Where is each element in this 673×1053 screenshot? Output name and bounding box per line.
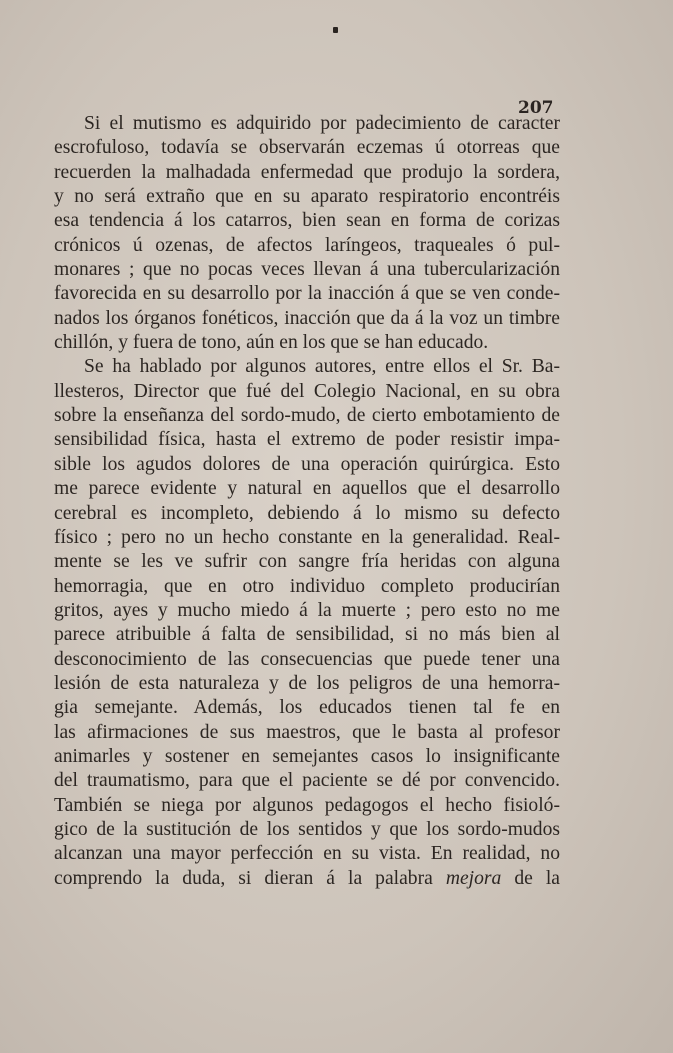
text-line: y no será extraño que en su aparato respiratorio encontréis [54, 186, 560, 208]
paragraph-1 [54, 112, 560, 355]
text-line: sobre la enseñanza del sordo-mudo, de cierto embotamiento de [54, 405, 560, 427]
text-line: chillón, y fuera de tono, aún en los que se han educado. [54, 332, 489, 354]
text-segment: comprendo la duda, si dieran á la palabra [54, 867, 433, 889]
text-line: gia semejante. Además, los educados tienen tal fe en [54, 697, 560, 719]
ink-speck [333, 27, 338, 33]
text-line: escrofuloso, todavía se observarán eczemas ú otorreas que [54, 137, 560, 159]
body-text [54, 112, 560, 891]
text-line: recuerden la malhadada enfermedad que produjo la sordera, [54, 161, 560, 183]
text-line: cerebral es incompleto, debiendo á lo mismo su defecto [54, 502, 560, 524]
paragraph-2 [54, 355, 560, 891]
text-line: Se ha hablado por algunos autores, entre ellos el Sr. Ba- [84, 356, 560, 378]
text-line: gritos, ayes y mucho miedo á la muerte ; pero esto no me [54, 599, 560, 621]
text-line: favorecida en su desarrollo por la inacción á que se ven conde- [54, 283, 560, 305]
text-line: nados los órganos fonéticos, inacción que da á la voz un timbre [54, 307, 560, 329]
text-line: parece atribuible á falta de sensibilidad, si no más bien al [54, 624, 560, 646]
text-line-last [54, 867, 560, 891]
text-line: alcanzan una mayor perfección en su vista. En realidad, no [54, 843, 560, 865]
text-line: esa tendencia á los catarros, bien sean en forma de corizas [54, 210, 560, 232]
text-line: También se niega por algunos pedagogos el hecho fisioló- [54, 794, 560, 816]
text-line: sible los agudos dolores de una operación quirúrgica. Esto [54, 453, 560, 475]
text-line: hemorragia, que en otro individuo completo producirían [54, 575, 560, 597]
text-line: desconocimiento de las consecuencias que puede tener una [54, 648, 560, 670]
text-line: mente se les ve sufrir con sangre fría heridas con alguna [54, 551, 560, 573]
text-line: físico ; pero no un hecho constante en la generalidad. Real- [54, 526, 560, 548]
text-line: llesteros, Director que fué del Colegio Nacional, en su obra [54, 380, 560, 402]
page-number: 207 [518, 98, 554, 118]
text-line: monares ; que no pocas veces llevan á una tubercularización [54, 259, 560, 281]
text-line: del traumatismo, para que el paciente se dé por convencido. [54, 770, 560, 792]
text-line: crónicos ú ozenas, de afectos laríngeos, traqueales ó pul- [54, 234, 560, 256]
text-line: sensibilidad física, hasta el extremo de poder resistir impa- [54, 429, 560, 451]
text-segment: de la [514, 867, 560, 889]
text-line: las afirmaciones de sus maestros, que le basta al profesor [54, 721, 560, 743]
text-line: me parece evidente y natural en aquellos que el desarrollo [54, 478, 560, 500]
text-line: lesión de esta naturaleza y de los peligros de una hemorra- [54, 672, 560, 694]
text-line: animarles y sostener en semejantes casos lo insignificante [54, 745, 560, 767]
text-line: gico de la sustitución de los sentidos y que los sordo-mudos [54, 818, 560, 840]
text-line: Si el mutismo es adquirido por padecimiento de caracter [84, 113, 560, 134]
italic-word: mejora [445, 867, 502, 889]
